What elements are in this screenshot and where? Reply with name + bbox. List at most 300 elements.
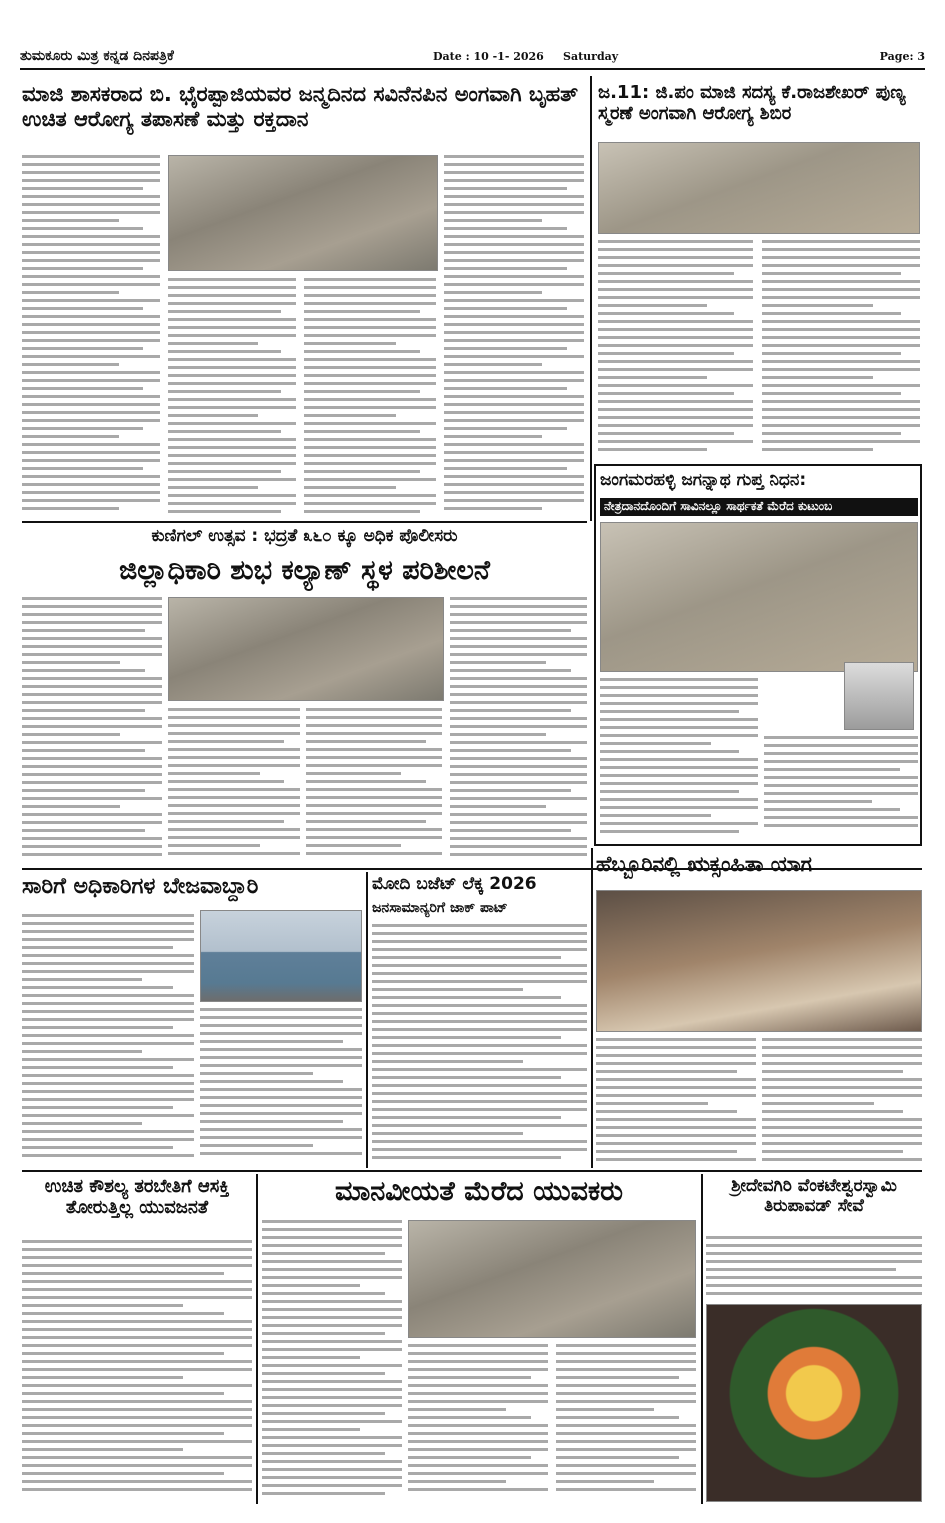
body-text-line (22, 299, 160, 302)
body-text-line (22, 661, 120, 664)
body-text-line (262, 1436, 402, 1439)
body-text-line (22, 491, 160, 494)
body-text-line (22, 1106, 173, 1109)
body-text-line (444, 475, 584, 478)
body-text-line (762, 336, 920, 339)
body-text-line (22, 1138, 194, 1141)
body-text-line (450, 781, 587, 784)
body-text-line (168, 318, 296, 321)
body-text-line (22, 483, 160, 486)
body-text-line (22, 467, 143, 470)
body-text-line (262, 1292, 385, 1295)
body-text-line (762, 1110, 903, 1113)
body-text-line (168, 358, 296, 361)
article-7-photo (596, 890, 922, 1032)
body-text-line (444, 491, 584, 494)
body-text-line (306, 804, 442, 807)
body-text-line (168, 820, 284, 823)
body-text-line (22, 1296, 252, 1299)
body-text-line (22, 315, 160, 318)
body-text-line (168, 366, 296, 369)
body-text-line (444, 283, 584, 286)
body-text-line (450, 661, 546, 664)
body-text-line (306, 780, 426, 783)
body-text-line (598, 416, 753, 419)
body-text-line (22, 339, 160, 342)
body-text-line (168, 310, 281, 313)
body-text-line (372, 1140, 587, 1143)
article-6-subhead: ಜನಸಾಮಾನ್ಯರಿಗೆ ಜಾಕ್ ಪಾಟ್ (372, 900, 508, 916)
body-text-line (372, 1148, 587, 1151)
body-text-line (168, 382, 296, 385)
body-text-line (22, 837, 162, 840)
body-text-line (22, 930, 194, 933)
body-text-line (600, 806, 758, 809)
body-text-line (22, 1464, 252, 1467)
body-text-line (304, 494, 436, 497)
body-text-line (262, 1220, 402, 1223)
body-text-line (596, 1046, 756, 1049)
article-8-body (22, 1240, 252, 1502)
body-text-line (306, 828, 442, 831)
body-text-line (304, 510, 420, 513)
body-text-line (600, 686, 758, 689)
body-text-line (22, 986, 173, 989)
body-text-line (762, 1086, 922, 1089)
article-7-body-col1 (596, 1038, 756, 1166)
body-text-line (450, 789, 571, 792)
body-text-line (306, 836, 442, 839)
body-text-line (764, 736, 918, 739)
body-text-line (372, 1092, 587, 1095)
body-text-line (304, 470, 420, 473)
body-text-line (22, 1400, 252, 1403)
body-text-line (304, 414, 396, 417)
body-text-line (762, 320, 920, 323)
body-text-line (598, 424, 753, 427)
body-text-line (706, 1260, 922, 1263)
body-text-line (706, 1276, 922, 1279)
body-text-line (168, 374, 296, 377)
body-text-line (22, 275, 160, 278)
body-text-line (306, 716, 442, 719)
body-text-line (762, 352, 901, 355)
body-text-line (168, 478, 296, 481)
body-text-line (168, 414, 258, 417)
body-text-line (22, 1488, 252, 1491)
article-10-body (706, 1236, 922, 1300)
article-5-body-col2 (200, 1008, 362, 1166)
article-5-headline: ಸಾರಿಗೆ ಅಧಿಕಾರಿಗಳ ಬೇಜವಾಬ್ದಾರಿ (22, 874, 259, 899)
body-text-line (200, 1008, 362, 1011)
article-7-body-col2 (762, 1038, 922, 1166)
article-2-body-col1 (598, 240, 753, 460)
body-text-line (22, 307, 143, 310)
body-text-line (450, 677, 587, 680)
body-text-line (600, 814, 711, 817)
body-text-line (762, 376, 873, 379)
body-text-line (706, 1268, 896, 1271)
body-text-line (304, 478, 436, 481)
column-divider (591, 848, 593, 1168)
body-text-line (408, 1416, 531, 1419)
body-text-line (408, 1368, 548, 1371)
body-text-line (408, 1424, 548, 1427)
body-text-line (22, 978, 142, 981)
body-text-line (262, 1412, 385, 1415)
article-2-body-col2 (762, 240, 920, 460)
body-text-line (600, 830, 739, 833)
body-text-line (762, 1070, 903, 1073)
body-text-line (168, 470, 281, 473)
article-10-photo (706, 1304, 922, 1502)
body-text-line (372, 972, 587, 975)
article-1-photo (168, 155, 438, 271)
body-text-line (304, 358, 436, 361)
body-text-line (598, 384, 753, 387)
body-text-line (22, 379, 160, 382)
body-text-line (304, 350, 420, 353)
body-text-line (22, 1074, 194, 1077)
body-text-line (706, 1244, 922, 1247)
body-text-line (444, 459, 584, 462)
body-text-line (304, 302, 436, 305)
body-text-line (22, 946, 173, 949)
body-text-line (372, 988, 523, 991)
body-text-line (372, 1108, 587, 1111)
body-text-line (596, 1054, 756, 1057)
article-3-body-col3 (306, 708, 442, 866)
body-text-line (22, 845, 162, 848)
body-text-line (168, 406, 296, 409)
body-text-line (22, 1280, 252, 1283)
body-text-line (596, 1118, 756, 1121)
body-text-line (762, 256, 920, 259)
body-text-line (22, 829, 145, 832)
body-text-line (408, 1448, 548, 1451)
body-text-line (556, 1464, 696, 1467)
body-text-line (762, 1094, 922, 1097)
body-text-line (556, 1400, 696, 1403)
body-text-line (450, 749, 571, 752)
body-text-line (22, 677, 162, 680)
body-text-line (22, 1416, 252, 1419)
body-text-line (22, 605, 162, 608)
body-text-line (168, 430, 281, 433)
body-text-line (22, 1066, 173, 1069)
body-text-line (304, 422, 436, 425)
body-text-line (762, 1062, 922, 1065)
body-text-line (168, 486, 258, 489)
body-text-line (598, 448, 707, 451)
body-text-line (22, 1392, 224, 1395)
body-text-line (22, 669, 145, 672)
body-text-line (22, 914, 194, 917)
body-text-line (762, 1038, 922, 1041)
body-text-line (168, 804, 300, 807)
body-text-line (596, 1038, 756, 1041)
body-text-line (596, 1110, 737, 1113)
body-text-line (764, 744, 918, 747)
body-text-line (408, 1440, 548, 1443)
body-text-line (200, 1096, 362, 1099)
body-text-line (22, 938, 194, 941)
body-text-line (598, 328, 753, 331)
body-text-line (764, 776, 918, 779)
body-text-line (372, 1060, 523, 1063)
body-text-line (372, 1156, 561, 1159)
body-text-line (22, 1480, 252, 1483)
body-text-line (22, 621, 162, 624)
body-text-line (762, 1046, 922, 1049)
body-text-line (168, 342, 258, 345)
body-text-line (304, 406, 436, 409)
body-text-line (444, 227, 567, 230)
body-text-line (304, 278, 436, 281)
body-text-line (22, 629, 145, 632)
body-text-line (600, 702, 758, 705)
body-text-line (444, 219, 542, 222)
body-text-line (372, 1028, 587, 1031)
body-text-line (444, 467, 567, 470)
body-text-line (450, 605, 587, 608)
body-text-line (22, 1344, 252, 1347)
article-3-kicker: ಕುಣಿಗಲ್ ಉತ್ಸವ : ಭದ್ರತೆ ೩೬೦ ಕ್ಕೂ ಅಧಿಕ ಪೊಲೀಸರು (151, 526, 458, 546)
body-text-line (22, 1240, 252, 1243)
body-text-line (444, 259, 584, 262)
body-text-line (556, 1480, 654, 1483)
body-text-line (372, 1052, 587, 1055)
body-text-line (22, 1082, 194, 1085)
body-text-line (450, 637, 587, 640)
article-3-body-col4 (450, 597, 587, 865)
body-text-line (22, 1288, 252, 1291)
body-text-line (304, 374, 436, 377)
body-text-line (168, 716, 300, 719)
body-text-line (168, 462, 296, 465)
column-divider (590, 76, 592, 521)
body-text-line (22, 741, 162, 744)
body-text-line (450, 685, 587, 688)
article-10-headline: ಶ್ರೀದೇವಗಿರಿ ವೆಂಕಟೇಶ್ವರಸ್ವಾಮಿ ತಿರುಪಾವಡ್ ಸೇವೆ (731, 1176, 897, 1217)
article-3-photo (168, 597, 444, 701)
paper-title: ತುಮಕೂರು ಮಿತ್ರ ಕನ್ನಡ ದಿನಪತ್ರಿಕೆ (20, 48, 174, 64)
body-text-line (304, 342, 396, 345)
body-text-line (262, 1380, 402, 1383)
body-text-line (22, 1448, 183, 1451)
body-text-line (764, 824, 918, 827)
article-3-body-col2 (168, 708, 300, 866)
body-text-line (600, 718, 758, 721)
body-text-line (444, 195, 584, 198)
body-text-line (408, 1408, 506, 1411)
body-text-line (22, 749, 145, 752)
column-divider (701, 1174, 703, 1504)
body-text-line (444, 235, 584, 238)
body-text-line (262, 1492, 385, 1495)
body-text-line (762, 1134, 922, 1137)
body-text-line (22, 1424, 252, 1427)
article-4-box (594, 464, 922, 846)
body-text-line (762, 360, 920, 363)
body-text-line (600, 790, 739, 793)
body-text-line (598, 392, 734, 395)
body-text-line (600, 822, 758, 825)
body-text-line (262, 1476, 402, 1479)
body-text-line (444, 251, 584, 254)
body-text-line (706, 1252, 922, 1255)
body-text-line (22, 459, 160, 462)
body-text-line (556, 1488, 696, 1491)
body-text-line (22, 363, 119, 366)
body-text-line (22, 1026, 173, 1029)
body-text-line (596, 1094, 756, 1097)
body-text-line (372, 932, 587, 935)
article-2-photo (598, 142, 920, 234)
body-text-line (304, 294, 436, 297)
body-text-line (168, 788, 300, 791)
body-text-line (22, 922, 194, 925)
body-text-line (200, 1048, 362, 1051)
body-text-line (262, 1236, 402, 1239)
body-text-line (168, 334, 296, 337)
body-text-line (600, 734, 758, 737)
body-text-line (22, 789, 145, 792)
body-text-line (408, 1472, 548, 1475)
body-text-line (262, 1276, 402, 1279)
body-text-line (22, 163, 160, 166)
body-text-line (444, 163, 584, 166)
body-text-line (706, 1236, 922, 1239)
body-text-line (450, 613, 587, 616)
body-text-line (556, 1472, 696, 1475)
article-2-headline: ಜ.11: ಜಿ.ಪಂ ಮಾಜಿ ಸದಸ್ಯ ಕೆ.ರಾಜಶೇಖರ್ ಪುಣ್ಯ ಸ್ಮರಣೆ ಅಂಗವಾಗಿ ಆರೋಗ್ಯ ಶಿಬಿರ (598, 82, 906, 125)
body-text-line (168, 756, 300, 759)
body-text-line (444, 203, 584, 206)
body-text-line (304, 454, 436, 457)
body-text-line (372, 1100, 587, 1103)
body-text-line (762, 384, 920, 387)
body-text-line (556, 1408, 654, 1411)
body-text-line (762, 344, 920, 347)
body-text-line (200, 1144, 313, 1147)
body-text-line (762, 272, 901, 275)
body-text-line (22, 1304, 183, 1307)
section-divider (22, 521, 587, 523)
body-text-line (762, 432, 901, 435)
body-text-line (168, 294, 296, 297)
body-text-line (444, 323, 584, 326)
body-text-line (762, 1150, 903, 1153)
body-text-line (304, 446, 436, 449)
body-text-line (600, 726, 758, 729)
body-text-line (706, 1284, 922, 1287)
body-text-line (556, 1384, 696, 1387)
body-text-line (168, 454, 296, 457)
body-text-line (444, 499, 584, 502)
body-text-line (444, 411, 584, 414)
body-text-line (598, 256, 753, 259)
article-9-body-col3 (556, 1344, 696, 1502)
body-text-line (22, 235, 160, 238)
article-9-body-col2 (408, 1344, 548, 1502)
body-text-line (168, 852, 300, 855)
body-text-line (598, 288, 753, 291)
body-text-line (444, 483, 584, 486)
body-text-line (22, 637, 162, 640)
article-6-headline: ಮೋದಿ ಬಜೆಟ್ ಲೆಕ್ಕ 2026 (372, 874, 537, 894)
body-text-line (450, 701, 587, 704)
body-text-line (556, 1424, 696, 1427)
body-text-line (306, 844, 401, 847)
body-text-line (598, 272, 734, 275)
body-text-line (764, 800, 872, 803)
body-text-line (22, 323, 160, 326)
body-text-line (262, 1308, 402, 1311)
article-3-headline: ಜಿಲ್ಲಾಧಿಕಾರಿ ಶುಭ ಕಲ್ಯಾಣ್ ಸ್ಥಳ ಪರಿಶೀಲನೆ (119, 555, 490, 586)
body-text-line (600, 742, 711, 745)
body-text-line (22, 1408, 252, 1411)
body-text-line (22, 781, 162, 784)
body-text-line (168, 836, 300, 839)
body-text-line (168, 828, 300, 831)
body-text-line (306, 756, 442, 759)
body-text-line (168, 740, 284, 743)
body-text-line (596, 1086, 756, 1089)
body-text-line (200, 1072, 313, 1075)
body-text-line (22, 155, 160, 158)
body-text-line (304, 334, 436, 337)
body-text-line (556, 1360, 696, 1363)
body-text-line (596, 1142, 756, 1145)
body-text-line (600, 750, 739, 753)
body-text-line (22, 203, 160, 206)
body-text-line (450, 757, 587, 760)
body-text-line (598, 352, 734, 355)
body-text-line (304, 438, 436, 441)
body-text-line (22, 1336, 252, 1339)
body-text-line (304, 462, 436, 465)
body-text-line (450, 837, 587, 840)
body-text-line (596, 1150, 737, 1153)
body-text-line (168, 350, 281, 353)
body-text-line (22, 355, 160, 358)
body-text-line (262, 1468, 402, 1471)
body-text-line (450, 765, 587, 768)
body-text-line (408, 1392, 548, 1395)
body-text-line (22, 187, 143, 190)
body-text-line (22, 653, 162, 656)
body-text-line (450, 821, 587, 824)
body-text-line (556, 1416, 679, 1419)
body-text-line (372, 1004, 587, 1007)
body-text-line (444, 395, 584, 398)
body-text-line (168, 708, 300, 711)
body-text-line (762, 1118, 922, 1121)
article-4-headline: ಜಂಗಮರಹಳ್ಳಿ ಜಗನ್ನಾಥ ಗುಪ್ತ ನಿಧನ: (600, 470, 807, 490)
body-text-line (22, 797, 162, 800)
body-text-line (598, 368, 753, 371)
body-text-line (22, 1034, 194, 1037)
body-text-line (304, 382, 436, 385)
body-text-line (304, 430, 420, 433)
body-text-line (200, 1112, 362, 1115)
body-text-line (22, 243, 160, 246)
body-text-line (262, 1332, 385, 1335)
body-text-line (22, 733, 120, 736)
body-text-line (200, 1064, 362, 1067)
body-text-line (444, 451, 584, 454)
